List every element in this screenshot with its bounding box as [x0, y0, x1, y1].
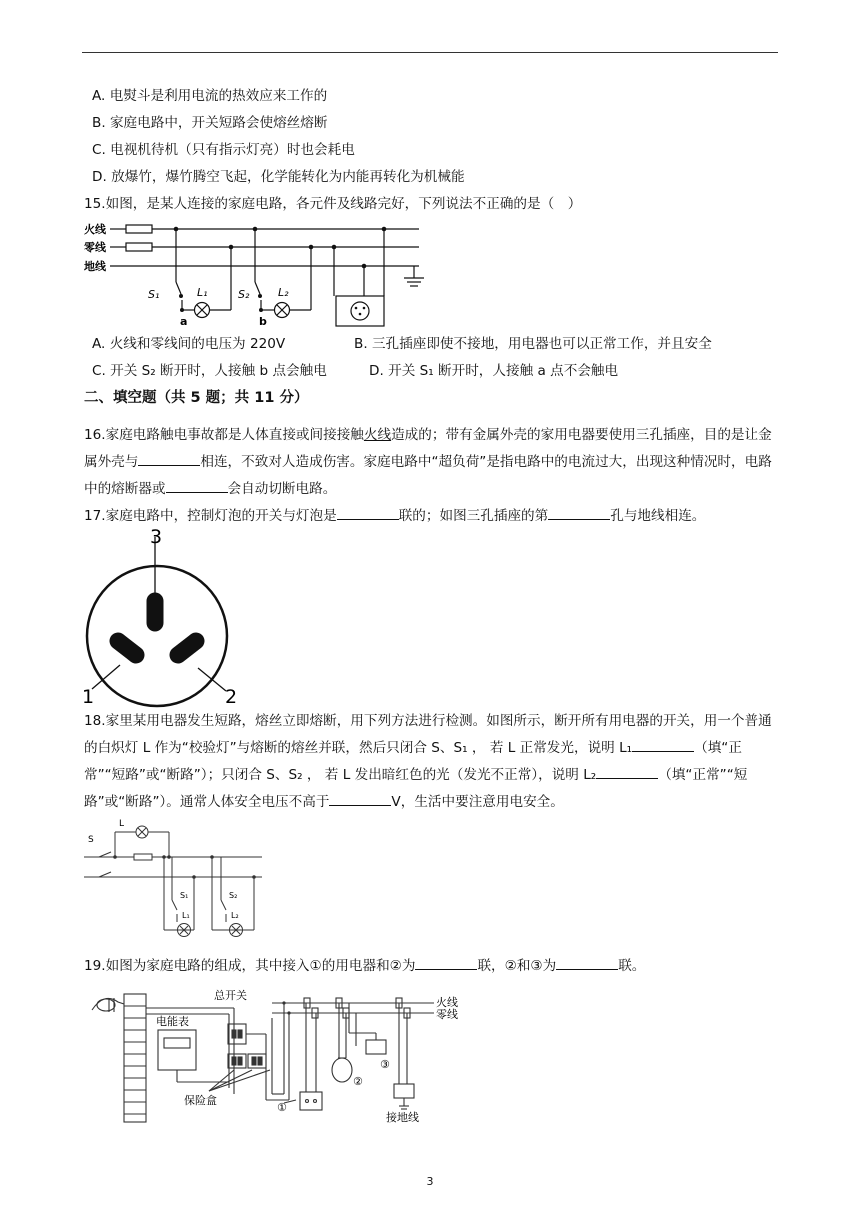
q19-part2: 联，②和③为	[477, 958, 557, 974]
fig18-s-label: S	[88, 835, 94, 845]
q16-part4: 会自动切断电路。	[227, 481, 337, 497]
q15-option-c: C. 开关 S₂ 断开时，人接触 b 点会触电	[92, 363, 327, 379]
fig15-live-label: 火线	[84, 223, 106, 236]
fig18-l1-label: L₁	[182, 911, 190, 920]
fig17-hole-3: 3	[150, 526, 163, 548]
fig19-meter-label: 电能表	[156, 1015, 189, 1028]
q16-part1: 16.家庭电路触电事故都是人体直接或间接接触	[84, 427, 364, 443]
q16-blank-2[interactable]	[166, 478, 228, 493]
q18-blank-3[interactable]	[329, 791, 391, 806]
section-2-heading: 二、填空题（共 5 题；共 11 分）	[84, 390, 309, 406]
fig15-l1-label: L₁	[197, 286, 208, 299]
q16-part2: 造成的；带有金属外壳的家用电器要使用三孔插座，目的是让金属外壳与	[84, 427, 772, 470]
q18-part3: （填“正常”“短路”或“断路”）。通常人体安全电压不高于	[84, 767, 748, 810]
q17-part3: 孔与地线相连。	[610, 508, 706, 524]
q17-socket-figure	[80, 525, 250, 708]
q18-part4: V，生活中要注意用电安全。	[391, 794, 564, 810]
q14-option-d: D. 放爆竹，爆竹腾空飞起，化学能转化为内能再转化为机械能	[92, 169, 465, 185]
q14-option-a: A. 电熨斗是利用电流的热效应来工作的	[92, 88, 328, 104]
fig15-l2-label: L₂	[278, 286, 289, 299]
fig19-neutral-label: 零线	[436, 1008, 458, 1021]
q17-part2: 联的；如图三孔插座的第	[398, 508, 549, 524]
q19-household-figure	[84, 988, 484, 1123]
fig18-s2-label: S₂	[229, 891, 238, 900]
q15-option-b: B. 三孔插座即使不接地，用电器也可以正常工作，并且安全	[354, 336, 712, 352]
header-rule	[82, 52, 778, 53]
q16-underlined: 火线	[363, 427, 392, 443]
fig19-circle-2: ②	[353, 1075, 363, 1088]
fig15-s2-label: S₂	[238, 288, 250, 301]
q15-circuit-figure	[84, 220, 434, 330]
q18-blank-2[interactable]	[596, 764, 658, 779]
q16-blank-1[interactable]	[138, 451, 200, 466]
q15-option-d: D. 开关 S₁ 断开时，人接触 a 点不会触电	[369, 363, 619, 379]
q14-option-b: B. 家庭电路中，开关短路会使熔丝熔断	[92, 115, 328, 131]
fig17-hole-1: 1	[82, 686, 95, 708]
fig19-fuse-box-label: 保险盒	[184, 1094, 217, 1107]
q14-option-c: C. 电视机待机（只有指示灯亮）时也会耗电	[92, 142, 355, 158]
q18-part2: （填“正常”“短路”或“断路”）；只闭合 S、S₂ ， 若 L 发出暗红色的光（发光不正常），说明 L₂	[84, 740, 742, 783]
fig19-circle-1: ①	[277, 1101, 287, 1114]
q15-stem: 15.如图，是某人连接的家庭电路，各元件及线路完好，下列说法不正确的是（ ）	[84, 196, 582, 212]
fig15-b-label: b	[259, 315, 267, 328]
q19-text	[84, 953, 780, 980]
page-number: 3	[426, 1175, 434, 1188]
q19-part1: 19.如图为家庭电路的组成，其中接入①的用电器和②为	[84, 958, 416, 974]
q18-part1: 18.家里某用电器发生短路，熔丝立即熔断，用下列方法进行检测。如图所示，断开所有用电器的开关，用一个普通的白炽灯 L 作为“校验灯”与熔断的熔丝并联，然后只闭合 S、S₁ ， 若 L 正常发光，说明 L₁	[84, 713, 772, 756]
fig18-l2-label: L₂	[231, 911, 239, 920]
q19-part3: 联。	[618, 958, 646, 974]
q15-option-a: A. 火线和零线间的电压为 220V	[92, 336, 286, 352]
fig19-ground-label: 接地线	[386, 1111, 419, 1124]
fig15-s1-label: S₁	[148, 288, 160, 301]
fig18-l-label: L	[119, 819, 125, 829]
q18-circuit-figure	[84, 819, 269, 948]
fig19-circle-3: ③	[380, 1058, 390, 1071]
q17-blank-1[interactable]	[337, 505, 399, 520]
q19-blank-1[interactable]	[415, 955, 477, 970]
q17-blank-2[interactable]	[548, 505, 610, 520]
fig15-a-label: a	[180, 315, 188, 328]
q16-text	[84, 422, 780, 503]
q18-text	[84, 708, 780, 816]
q16-part3: 相连，不致对人造成伤害。家庭电路中“超负荷”是指电路中的电流过大，出现这种情况时，电路中的熔断器或	[84, 454, 772, 497]
fig19-main-switch-label: 总开关	[214, 989, 247, 1002]
fig15-neutral-label: 零线	[84, 241, 106, 254]
fig15-ground-label: 地线	[84, 260, 106, 273]
fig18-s1-label: S₁	[180, 891, 189, 900]
q17-part1: 17.家庭电路中，控制灯泡的开关与灯泡是	[84, 508, 337, 524]
fig17-hole-2: 2	[225, 686, 238, 708]
q19-blank-2[interactable]	[556, 955, 618, 970]
q18-blank-1[interactable]	[632, 737, 694, 752]
fig19-live-label: 火线	[436, 996, 458, 1009]
